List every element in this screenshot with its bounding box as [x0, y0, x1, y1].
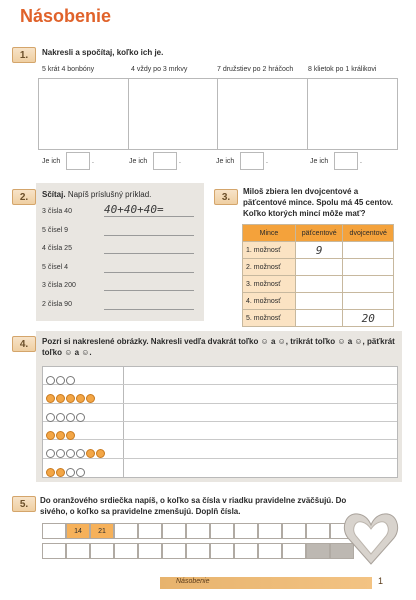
- sequence-cell-bottom[interactable]: [90, 543, 114, 559]
- orange-smiley-icon: [46, 431, 55, 440]
- sequence-cell[interactable]: [162, 523, 186, 539]
- coins-cell-five[interactable]: 9: [296, 242, 343, 259]
- task1-col4-label: 8 klietok po 1 králikovi: [308, 66, 377, 73]
- orange-smiley-icon: [56, 468, 65, 477]
- orange-smiley-icon: [46, 468, 55, 477]
- coins-header-two: dvojcentové: [343, 225, 394, 242]
- task2-row-label: 5 čísel 4: [42, 263, 69, 271]
- coins-row: [243, 242, 394, 259]
- task1-dot: .: [179, 158, 181, 165]
- coins-table: [242, 224, 394, 327]
- white-smiley-icon: [56, 449, 65, 458]
- task1-col1-label: 5 krát 4 bonbóny: [42, 66, 95, 73]
- task2-answer-line[interactable]: [104, 277, 194, 291]
- task-number-4: 4.: [12, 336, 36, 352]
- task4-drawing-cell[interactable]: [125, 367, 395, 385]
- orange-smiley-icon: [86, 394, 95, 403]
- white-smiley-icon: [76, 468, 85, 477]
- sequence-cell[interactable]: [282, 523, 306, 539]
- coins-row-label: 5. možnosť: [243, 310, 296, 327]
- coins-row-label: 1. možnosť: [243, 242, 296, 259]
- sequence-cell-bottom[interactable]: [66, 543, 90, 559]
- task4-faces: [46, 463, 86, 481]
- coins-header-five: päťcentové: [296, 225, 343, 242]
- sequence-cell-bottom[interactable]: [306, 543, 330, 559]
- sequence-cell-bottom[interactable]: [186, 543, 210, 559]
- sequence-cell[interactable]: [306, 523, 330, 539]
- white-smiley-icon: [66, 449, 75, 458]
- orange-smiley-icon: [66, 394, 75, 403]
- task4-drawing-cell[interactable]: [125, 459, 395, 477]
- task2-answer-line[interactable]: [104, 222, 194, 236]
- task4-drawing-cell[interactable]: [125, 385, 395, 403]
- task1-divider: [307, 79, 308, 149]
- sequence-cell[interactable]: [42, 523, 66, 539]
- white-smiley-icon: [56, 413, 65, 422]
- task-number-2: 2.: [12, 189, 36, 205]
- white-smiley-icon: [76, 413, 85, 422]
- task2-row-label: 5 čísel 9: [42, 226, 69, 234]
- task1-answer-box-3[interactable]: [240, 152, 264, 170]
- task1-drawing-area[interactable]: [38, 78, 398, 150]
- task2-row-label: 3 čísla 40: [42, 208, 72, 215]
- task4-drawing-cell[interactable]: [125, 440, 395, 458]
- coins-cell-two[interactable]: [343, 276, 394, 293]
- task1-answer-box-4[interactable]: [334, 152, 358, 170]
- page-title: Násobenie: [20, 6, 112, 26]
- orange-smiley-icon: [96, 449, 105, 458]
- sequence-cell-bottom[interactable]: [162, 543, 186, 559]
- task1-col2-label: 4 vždy po 3 mrkvy: [131, 66, 188, 73]
- coins-cell-two[interactable]: [343, 242, 394, 259]
- orange-smiley-icon: [76, 394, 85, 403]
- task1-dot: .: [266, 158, 268, 165]
- task2-instruction: [42, 189, 151, 200]
- task3-instruction: Miloš zbiera len dvojcentové a päťcentové mince. Spolu má 45 centov. Koľko ktorých mincí môže mať?: [243, 187, 393, 218]
- task4-instruction: Pozri si nakreslené obrázky. Nakresli vedľa dvakrát toľko ☺ a ☺, trikrát toľko ☺ a ☺, päťkrát toľko ☺ a ☺.: [42, 337, 395, 357]
- task4-row: [43, 404, 397, 422]
- sequence-cell[interactable]: [234, 523, 258, 539]
- coins-row: [243, 310, 394, 327]
- task-number-3: 3.: [214, 189, 238, 205]
- task1-dot: .: [92, 158, 94, 165]
- coins-row-label: 2. možnosť: [243, 259, 296, 276]
- task1-answer-label-2: Je ich: [129, 158, 148, 165]
- task1-divider: [128, 79, 129, 149]
- task1-answer-box-1[interactable]: [66, 152, 90, 170]
- sequence-cell[interactable]: 14: [66, 523, 90, 539]
- task-number-1: 1.: [12, 47, 36, 63]
- sequence-cell[interactable]: [258, 523, 282, 539]
- sequence-cell[interactable]: [186, 523, 210, 539]
- sequence-cell-bottom[interactable]: [42, 543, 66, 559]
- sequence-cell[interactable]: [138, 523, 162, 539]
- orange-smiley-icon: [86, 449, 95, 458]
- coins-row: [243, 276, 394, 293]
- task4-grid: [42, 366, 398, 478]
- footer-label: Násobenie: [176, 578, 210, 585]
- task1-answer-label-3: Je ich: [216, 158, 235, 165]
- task5-sequence-top: [42, 523, 362, 539]
- sequence-cell[interactable]: [114, 523, 138, 539]
- task4-row: [43, 367, 397, 385]
- coins-row-label: 4. možnosť: [243, 293, 296, 310]
- task5-sequence-bottom: [42, 543, 362, 559]
- page-number: 1: [378, 576, 384, 586]
- sequence-cell-bottom[interactable]: [138, 543, 162, 559]
- task4-drawing-cell[interactable]: [125, 422, 395, 440]
- task2-answer-line[interactable]: 40+40+40=: [104, 203, 194, 217]
- coins-cell-five[interactable]: [296, 276, 343, 293]
- task2-instruction-rest: Napíš príslušný príklad.: [67, 190, 152, 199]
- orange-smiley-icon: [56, 394, 65, 403]
- orange-smiley-icon: [46, 394, 55, 403]
- task1-instruction: Nakresli a spočítaj, koľko ich je.: [42, 48, 164, 57]
- white-smiley-icon: [46, 376, 55, 385]
- coins-cell-two[interactable]: [343, 259, 394, 276]
- task1-answer-label-1: Je ich: [42, 158, 61, 165]
- task2-row-label: 4 čísla 25: [42, 245, 72, 252]
- task4-row: [43, 440, 397, 458]
- white-smiley-icon: [46, 413, 55, 422]
- task4-row: [43, 422, 397, 440]
- coins-cell-five[interactable]: [296, 259, 343, 276]
- coins-row-label: 3. možnosť: [243, 276, 296, 293]
- coins-cell-five[interactable]: [296, 293, 343, 310]
- coins-cell-two[interactable]: [343, 293, 394, 310]
- task1-answer-box-2[interactable]: [153, 152, 177, 170]
- task1-col3-label: 7 družstiev po 2 hráčoch: [217, 66, 294, 73]
- task4-row: [43, 385, 397, 403]
- coins-cell-five[interactable]: [296, 310, 343, 327]
- white-smiley-icon: [56, 376, 65, 385]
- coins-cell-two[interactable]: 20: [343, 310, 394, 327]
- task1-divider: [217, 79, 218, 149]
- task2-instruction-bold: Sčítaj.: [42, 190, 66, 199]
- task1-answer-label-4: Je ich: [310, 158, 329, 165]
- white-smiley-icon: [66, 376, 75, 385]
- task1-dot: .: [360, 158, 362, 165]
- orange-smiley-icon: [56, 431, 65, 440]
- task2-row-label: 3 čísla 200: [42, 282, 76, 289]
- sequence-cell-bottom[interactable]: [258, 543, 282, 559]
- orange-smiley-icon: [66, 431, 75, 440]
- task2-answer-line[interactable]: [104, 259, 194, 273]
- sequence-cell[interactable]: [210, 523, 234, 539]
- task5-instruction: Do oranžového srdiečka napíš, o koľko sa čísla v riadku pravidelne zväčšujú. Do sivého, o koľko sa pravidelne zmenšujú. Doplň čísla.: [40, 496, 347, 516]
- task2-answer-line[interactable]: [104, 240, 194, 254]
- coins-row: [243, 293, 394, 310]
- sequence-cell-bottom[interactable]: [282, 543, 306, 559]
- task2-row-label: 2 čísla 90: [42, 300, 72, 308]
- white-smiley-icon: [66, 468, 75, 477]
- heart-icon: [340, 498, 402, 572]
- task2-answer-line[interactable]: [104, 296, 194, 310]
- task4-drawing-cell[interactable]: [125, 404, 395, 422]
- task4-row: [43, 459, 397, 477]
- white-smiley-icon: [76, 449, 85, 458]
- white-smiley-icon: [66, 413, 75, 422]
- task-number-5: 5.: [12, 496, 36, 512]
- sequence-cell[interactable]: 21: [90, 523, 114, 539]
- sequence-cell-bottom[interactable]: [210, 543, 234, 559]
- coins-header-mince: Mince: [243, 225, 296, 242]
- sequence-cell-bottom[interactable]: [114, 543, 138, 559]
- coins-row: [243, 259, 394, 276]
- white-smiley-icon: [46, 449, 55, 458]
- sequence-cell-bottom[interactable]: [234, 543, 258, 559]
